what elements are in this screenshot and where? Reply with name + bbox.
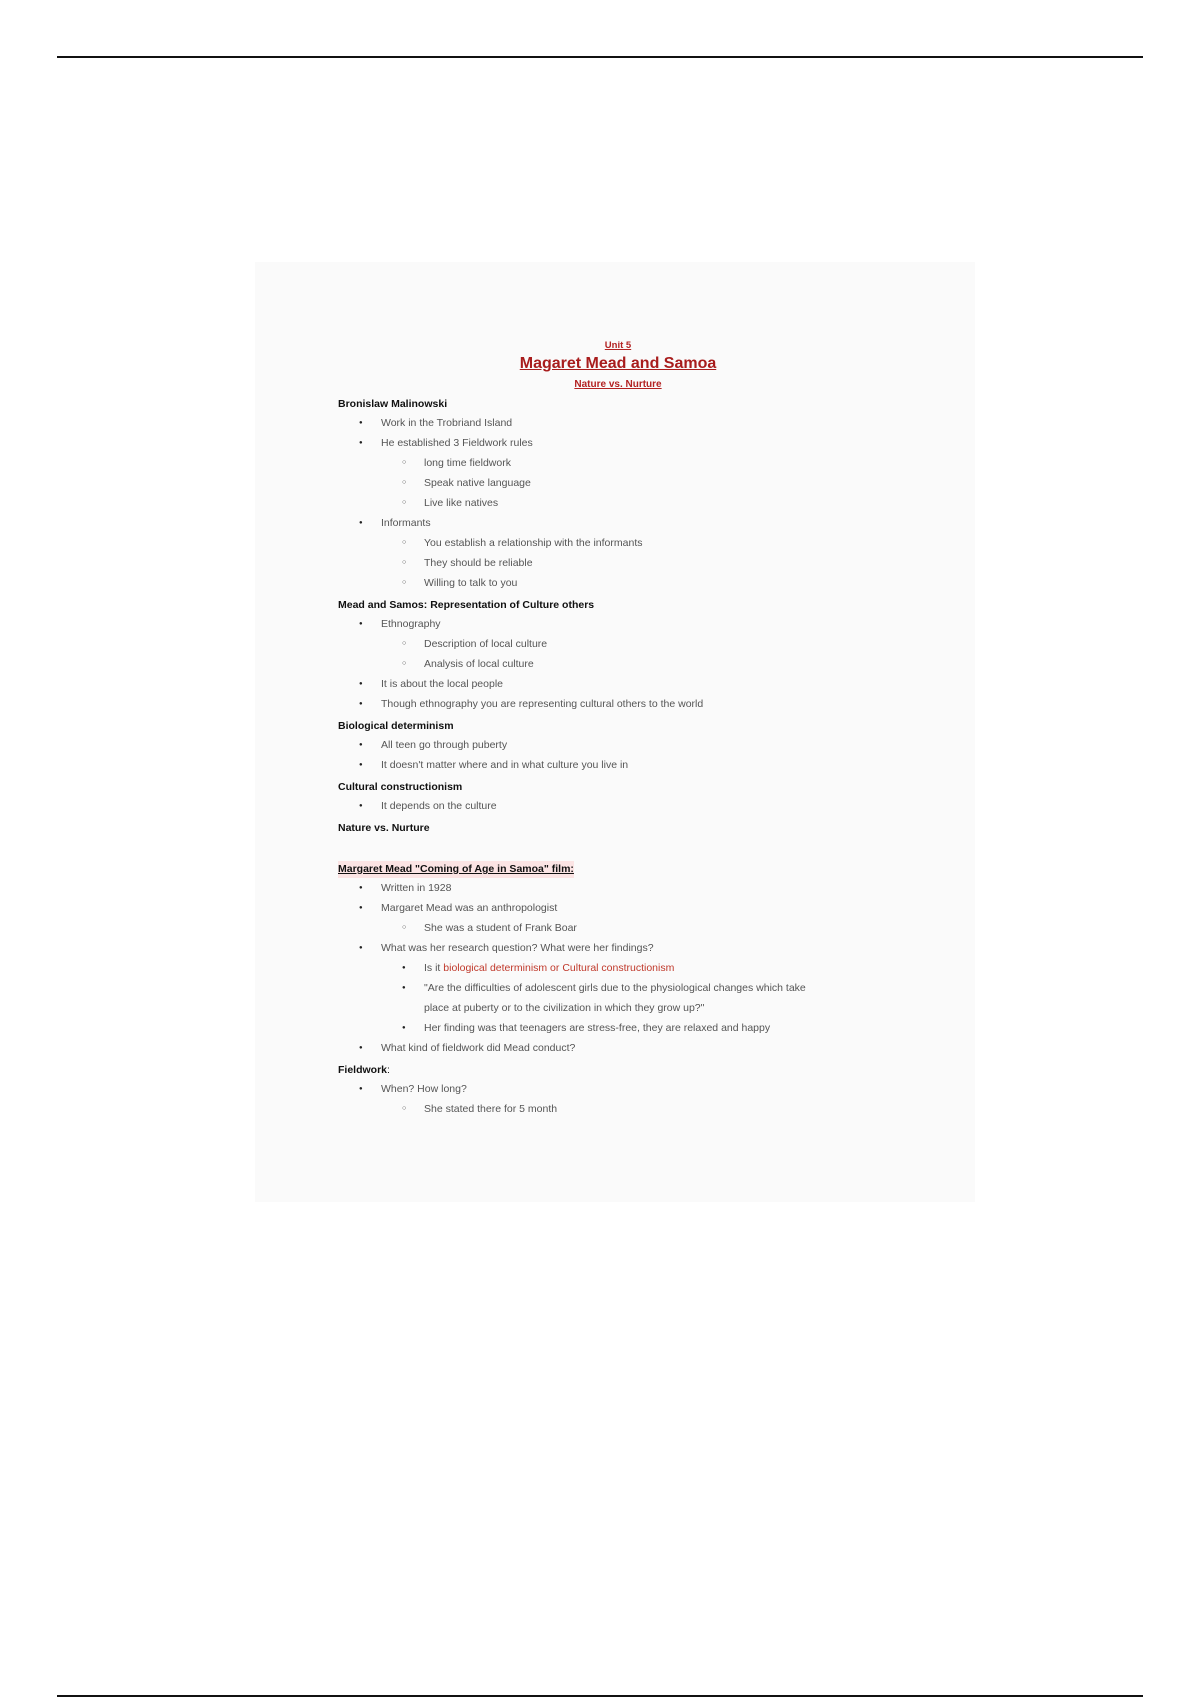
heading-nature-vs-nurture: Nature vs. Nurture: [338, 822, 430, 834]
list-item: [338, 958, 918, 978]
heading-fieldwork-colon: :: [387, 1064, 390, 1076]
list-item: ● It depends on the culture: [338, 796, 918, 816]
list-item: ○ You establish a relationship with the informants: [338, 533, 918, 553]
heading-fieldwork-label: Fieldwork: [338, 1064, 388, 1076]
bottom-rule: [57, 1695, 1143, 1697]
bio-list: [338, 735, 918, 775]
film-list: [338, 878, 918, 1058]
heading-film: Margaret Mead "Coming of Age in Samoa" film:: [338, 861, 574, 878]
list-item: ● What was her research question? What were her findings?: [338, 938, 918, 958]
highlighted-text: biological determinism or Cultural constructionism: [443, 962, 675, 974]
list-item: ● Ethnography: [338, 614, 918, 634]
list-item: ● Informants: [338, 513, 918, 533]
list-item-continuation: place at puberty or to the civilization in which they grow up?": [424, 1002, 705, 1014]
mead-samoa-list: [338, 614, 918, 714]
list-item: ● What kind of fieldwork did Mead conduct?: [338, 1038, 918, 1058]
top-rule: [57, 56, 1143, 58]
list-item: ● All teen go through puberty: [338, 735, 918, 755]
list-item: ● Margaret Mead was an anthropologist: [338, 898, 918, 918]
list-item: ● It doesn't matter where and in what culture you live in: [338, 755, 918, 775]
list-item: ○ Description of local culture: [338, 634, 918, 654]
list-item: ● Work in the Trobriand Island: [338, 413, 918, 433]
list-item-prefix: Is it: [424, 962, 444, 974]
document-subtitle: Nature vs. Nurture: [574, 379, 662, 390]
cultural-list: [338, 796, 918, 816]
list-item: ○ long time fieldwork: [338, 453, 918, 473]
list-item: ● Written in 1928: [338, 878, 918, 898]
fieldwork-list: [338, 1079, 918, 1119]
heading-fieldwork: [338, 1062, 918, 1079]
list-item: ○ Live like natives: [338, 493, 918, 513]
list-item: ● When? How long?: [338, 1079, 918, 1099]
list-item: ● He established 3 Fieldwork rules: [338, 433, 918, 453]
heading-cultural-constructionism: Cultural constructionism: [338, 781, 463, 793]
malinowski-list: [338, 413, 918, 593]
list-item: ○ They should be reliable: [338, 553, 918, 573]
list-item: ● It is about the local people: [338, 674, 918, 694]
list-item: ● "Are the difficulties of adolescent girls due to the physiological changes which take: [338, 978, 918, 998]
document-title: Magaret Mead and Samoa: [519, 355, 717, 372]
list-item: ○ She was a student of Frank Boar: [338, 918, 918, 938]
heading-biological-determinism: Biological determinism: [338, 720, 454, 732]
list-item: ● Though ethnography you are representing cultural others to the world: [338, 694, 918, 714]
document-content: [338, 340, 918, 1119]
list-item: ● Her finding was that teenagers are stress-free, they are relaxed and happy: [338, 1018, 918, 1038]
unit-label: Unit 5: [604, 340, 632, 351]
list-item: ○ Analysis of local culture: [338, 654, 918, 674]
list-item: ○ She stated there for 5 month: [338, 1099, 918, 1119]
heading-mead-samoa: Mead and Samos: Representation of Culture others: [338, 599, 595, 611]
list-item: ○ Speak native language: [338, 473, 918, 493]
list-item: ○ Willing to talk to you: [338, 573, 918, 593]
heading-malinowski: Bronislaw Malinowski: [338, 398, 448, 410]
